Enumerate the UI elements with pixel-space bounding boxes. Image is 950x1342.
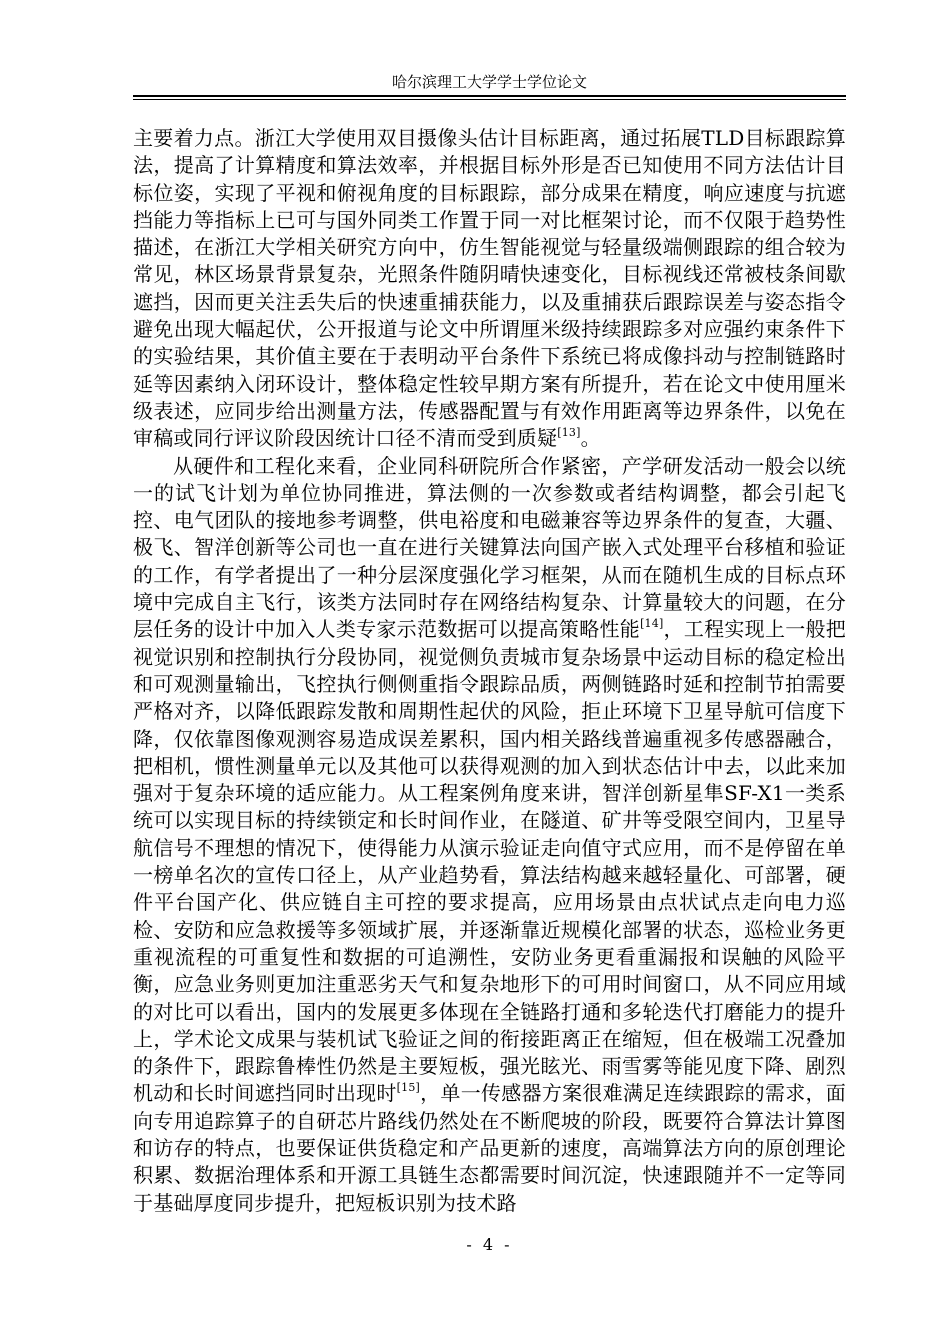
paragraph-1-end: 。 bbox=[580, 426, 601, 451]
paragraph-2 bbox=[133, 453, 846, 1217]
page-number: - 4 - bbox=[466, 1235, 513, 1254]
citation-13[interactable]: [13] bbox=[557, 426, 581, 440]
paragraph-2-text-c: ，单一传感器方案很难满足连续跟踪的需求，面向专用追踪算子的自研芯片路线仍然处在不断爬坡的阶段，既要符合算法计算图和访存的特点，也要保证供货稳定和产品更新的速度，高端算法方向的原创理论积累、数据治理体系和开源工具链生态都需要时间沉淀，快速跟随并不一定等同于基础厚度同步提升，把短板识别为技术路 bbox=[133, 1081, 846, 1215]
paragraph-1 bbox=[133, 125, 846, 453]
citation-14[interactable]: [14] bbox=[640, 617, 664, 631]
paragraph-1-text: 主要着力点。浙江大学使用双目摄像头估计目标距离，通过拓展TLD目标跟踪算法，提高了计算精度和算法效率，并根据目标外形是否已知使用不同方法估计目标位姿，实现了平视和俯视角度的目标跟踪，部分成果在精度，响应速度与抗遮挡能力等指标上已可与国外同类工作置于同一对比框架讨论，而不仅限于趋势性描述，在浙江大学相关研究方向中，仿生智能视觉与轻量级端侧跟踪的组合较为常见，林区场景背景复杂，光照条件随阴晴快速变化，目标视线还常被枝条间歇遮挡，因而更关注丢失后的快速重捕获能力，以及重捕获后跟踪误差与姿态指令避免出现大幅起伏，公开报道与论文中所谓厘米级持续跟踪多对应强约束条件下的实验结果，其价值主要在于表明动平台条件下系统已将成像抖动与控制链路时延等因素纳入闭环设计，整体稳定性较早期方案有所提升，若在论文中使用厘米级表述，应同步给出测量方法，传感器配置与有效作用距离等边界条件，以免在审稿或同行评议阶段因统计口径不清而受到质疑 bbox=[133, 126, 846, 451]
citation-15[interactable]: [15] bbox=[396, 1081, 421, 1095]
paragraph-2-text-a: 从硬件和工程化来看，企业同科研院所合作紧密，产学研发活动一般会以统一的试飞计划为单位协同推进，算法侧的一次参数或者结构调整，都会引起飞控、电气团队的接地参考调整，供电裕度和电磁兼容等边界条件的复查，大疆、极飞、智洋创新等公司也一直在进行关键算法向国产嵌入式处理平台移植和验证的工作，有学者提出了一种分层深度强化学习框架，从而在随机生成的目标点环境中完成自主飞行，该类方法同时存在网络结构复杂、计算量较大的问题，在分层任务的设计中加入人类专家示范数据可以提高策略性能 bbox=[133, 453, 846, 642]
paragraph-2-text-b: ，工程实现上一般把视觉识别和控制执行分段协同，视觉侧负责城市复杂场景中运动目标的稳定检出和可观测量输出，飞控执行侧侧重指令跟踪品质，两侧链路时延和控制节拍需要严格对齐，以降低跟踪发散和周期性起伏的风险，拒止环境下卫星导航可信度下降，仅依靠图像观测容易造成误差累积，国内相关路线普遍重视多传感器融合，把相机，惯性测量单元以及其他可以获得观测的加入到状态估计中去，以此来加强对于复杂环境的适应能力。从工程案例角度来讲，智洋创新星隼SF-X1一类系统可以实现目标的持续锁定和长时间作业，在隧道、矿井等受限空间内，卫星导航信号不理想的情况下，使得能力从演示验证走向值守式应用，而不是停留在单一榜单名次的宣传口径上，从产业趋势看，算法结构越来越轻量化、可部署，硬件平台国产化、供应链自主可控的要求提高，应用场景由点状试点走向电力巡检、安防和应急救援等多领域扩展，并逐渐靠近规模化部署的状态，巡检业务更重视流程的可重复性和数据的可追溯性，安防业务更看重漏报和误触的风险平衡，应急业务则更加注重恶劣天气和复杂地形下的可用时间窗口，从不同应用域的对比可以看出，国内的发展更多体现在全链路打通和多轮迭代打磨能力的提升上，学术论文成果与装机试飞验证之间的衔接距离正在缩短，但在极端工况叠加的条件下，跟踪鲁棒性仍然是主要短板，强光眩光、雨雪雾等能见度下降、剧烈机动和长时间遮挡同时出现时 bbox=[133, 617, 846, 1106]
running-header-title: 哈尔滨理工大学学士学位论文 bbox=[391, 73, 587, 91]
body-text bbox=[133, 125, 846, 1217]
header-double-rule bbox=[133, 95, 846, 100]
